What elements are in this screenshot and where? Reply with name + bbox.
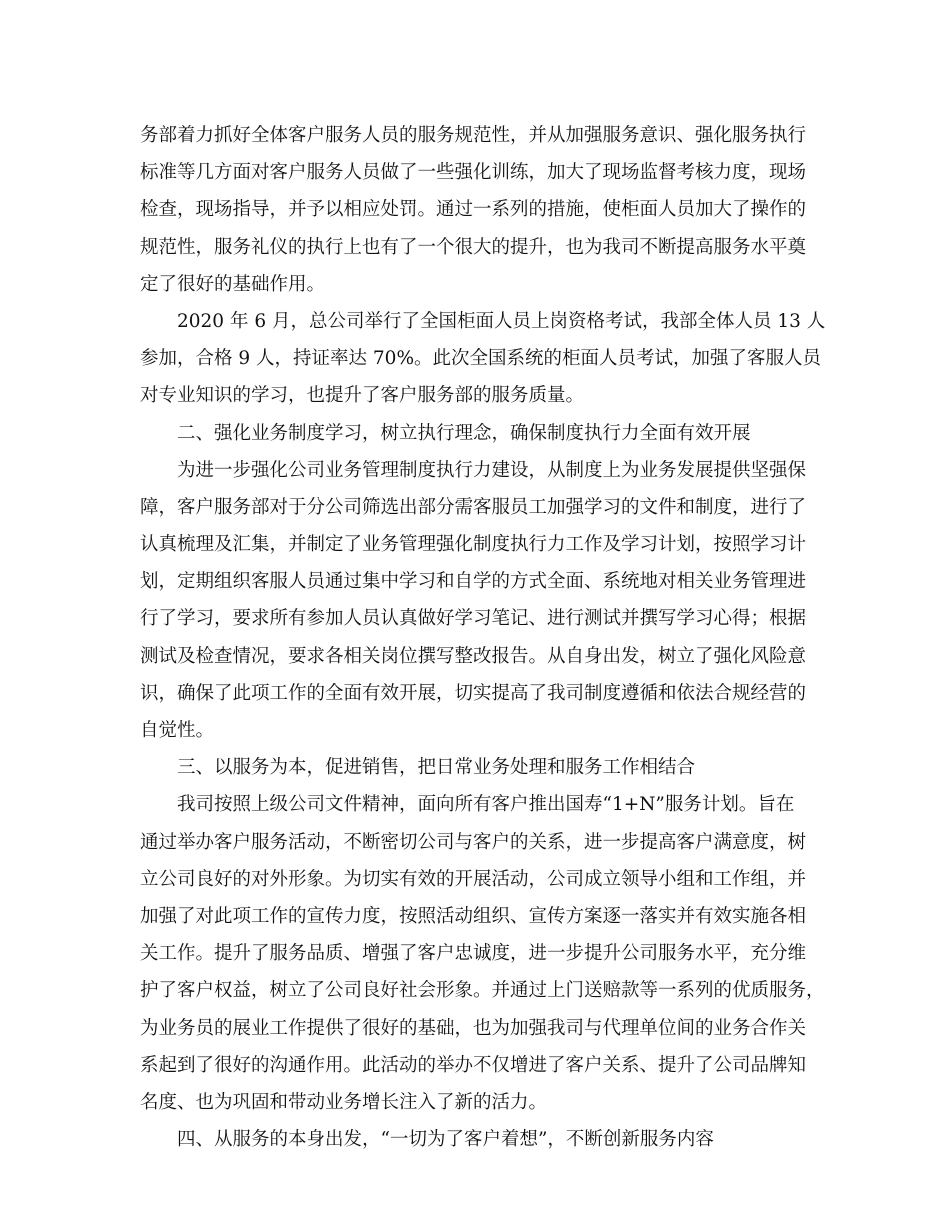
text-line: 名度、也为巩固和带动业务增长注入了新的活力。	[140, 1091, 548, 1113]
text-line: 二、强化业务制度学习，树立执行理念，确保制度执行力全面有效开展	[177, 422, 751, 444]
text-line: 检查，现场指导，并予以相应处罚。通过一系列的措施，使柜面人员加大了操作的	[140, 199, 807, 221]
text-line: 立公司良好的对外形象。为切实有效的开展活动，公司成立领导小组和工作组，并	[140, 868, 807, 890]
text-line: 行了学习，要求所有参加人员认真做好学习笔记、进行测试并撰写学习心得；根据	[140, 608, 807, 630]
text-line: 通过举办客户服务活动，不断密切公司与客户的关系，进一步提高客户满意度，树	[140, 831, 807, 853]
text-line: 测试及检查情况，要求各相关岗位撰写整改报告。从自身出发，树立了强化风险意	[140, 645, 807, 667]
text-line: 护了客户权益，树立了公司良好社会形象。并通过上门送赔款等一系列的优质服务，	[140, 980, 825, 1002]
text-line: 对专业知识的学习，也提升了客户服务部的服务质量。	[140, 385, 585, 407]
text-line: 三、以服务为本，促进销售，把日常业务处理和服务工作相结合	[177, 757, 696, 779]
text-line: 参加，合格 9 人，持证率达 70%。此次全国系统的柜面人员考试，加强了客服人员	[140, 348, 822, 370]
text-line: 系起到了很好的沟通作用。此活动的举办不仅增进了客户关系、提升了公司品牌知	[140, 1054, 807, 1076]
text-line: 加强了对此项工作的宣传力度，按照活动组织、宣传方案逐一落实并有效实施各相	[140, 905, 807, 927]
text-line: 我司按照上级公司文件精神，面向所有客户推出国寿“1+N”服务计划。旨在	[177, 794, 795, 816]
text-line: 障，客户服务部对于分公司筛选出部分需客服员工加强学习的文件和制度，进行了	[140, 496, 807, 518]
text-line: 规范性，服务礼仪的执行上也有了一个很大的提升，也为我司不断提高服务水平奠	[140, 236, 807, 258]
text-line: 认真梳理及汇集，并制定了业务管理强化制度执行力工作及学习计划，按照学习计	[140, 534, 807, 556]
text-line: 关工作。提升了服务品质、增强了客户忠诚度，进一步提升公司服务水平，充分维	[140, 943, 807, 965]
text-line: 标准等几方面对客户服务人员做了一些强化训练，加大了现场监督考核力度，现场	[140, 162, 807, 184]
text-line: 自觉性。	[140, 720, 215, 741]
text-line: 定了很好的基础作用。	[140, 273, 326, 295]
text-line: 四、从服务的本身出发，“一切为了客户着想”，不断创新服务内容	[177, 1129, 714, 1151]
text-line: 为进一步强化公司业务管理制度执行力建设，从制度上为业务发展提供坚强保	[177, 459, 807, 481]
text-line: 划，定期组织客服人员通过集中学习和自学的方式全面、系统地对相关业务管理进	[140, 571, 807, 593]
text-line: 务部着力抓好全体客户服务人员的服务规范性，并从加强服务意识、强化服务执行	[140, 125, 807, 146]
text-line: 为业务员的展业工作提供了很好的基础，也为加强我司与代理单位间的业务合作关	[140, 1017, 807, 1039]
text-line: 2020 年 6 月，总公司举行了全国柜面人员上岗资格考试，我部全体人员 13 人	[177, 310, 826, 332]
text-line: 识，确保了此项工作的全面有效开展，切实提高了我司制度遵循和依法合规经营的	[140, 682, 807, 704]
document-body	[140, 117, 830, 1158]
